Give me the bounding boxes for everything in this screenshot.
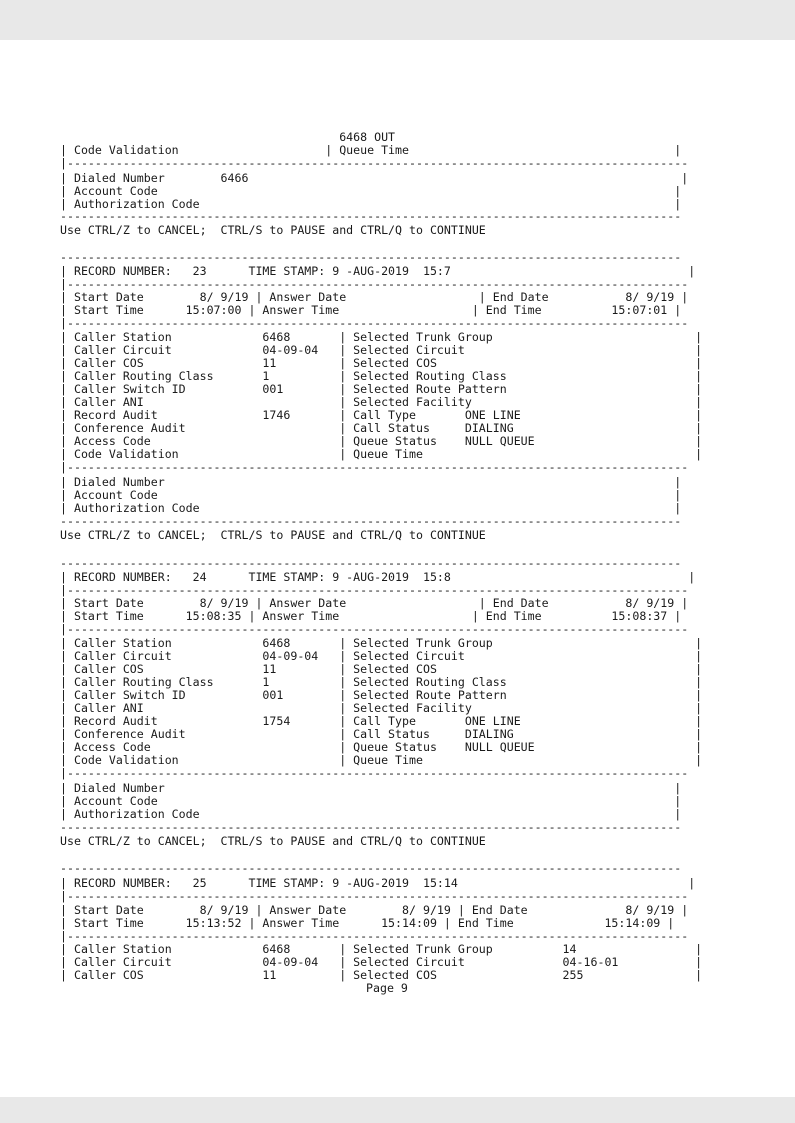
report-line: | Authorization Code | xyxy=(60,501,682,515)
report-line: | Start Date 8/ 9/19 | Answer Date | End Date 8/ 9/19 | xyxy=(60,596,689,610)
report-divider: ----------------------------------------------------------------------------------------- xyxy=(60,514,682,528)
report-line: | Authorization Code | xyxy=(60,197,682,211)
report-divider: |----------------------------------------------------------------------------------------- xyxy=(60,460,689,474)
report-divider: ----------------------------------------------------------------------------------------- xyxy=(60,209,682,223)
record-header: | RECORD NUMBER: 23 TIME STAMP: 9 -AUG-2019 15:7 | xyxy=(60,264,696,278)
scan-bottom-band xyxy=(0,1097,795,1123)
report-line: | Start Time 15:13:52 | Answer Time 15:14:09 | End Time 15:14:09 | xyxy=(60,916,675,930)
report-line: | Access Code | Queue Status NULL QUEUE | xyxy=(60,740,703,754)
console-prompt: Use CTRL/Z to CANCEL; CTRL/S to PAUSE and CTRL/Q to CONTINUE xyxy=(60,528,486,542)
record-header: | RECORD NUMBER: 25 TIME STAMP: 9 -AUG-2019 15:14 | xyxy=(60,876,696,890)
report-line: | Dialed Number | xyxy=(60,475,682,489)
report-line: | Caller COS 11 | Selected COS | xyxy=(60,662,703,676)
report-line: | Dialed Number 6466 | xyxy=(60,171,689,185)
report-line: | Start Date 8/ 9/19 | Answer Date | End Date 8/ 9/19 | xyxy=(60,290,689,304)
report-line: | Start Time 15:07:00 | Answer Time | End Time 15:07:01 | xyxy=(60,303,682,317)
report-divider: |----------------------------------------------------------------------------------------- xyxy=(60,156,689,170)
report-divider: |----------------------------------------------------------------------------------------- xyxy=(60,583,689,597)
record-header: | RECORD NUMBER: 24 TIME STAMP: 9 -AUG-2019 15:8 | xyxy=(60,570,696,584)
report-line: | Authorization Code | xyxy=(60,807,682,821)
report-divider: |----------------------------------------------------------------------------------------- xyxy=(60,889,689,903)
report-line: | Caller Routing Class 1 | Selected Routing Class | xyxy=(60,369,703,383)
report-divider: |----------------------------------------------------------------------------------------- xyxy=(60,622,689,636)
report-line: | Caller ANI | Selected Facility | xyxy=(60,395,703,409)
report-line: | Start Date 8/ 9/19 | Answer Date 8/ 9/19 | End Date 8/ 9/19 | xyxy=(60,903,689,917)
report-line: | Caller Circuit 04-09-04 | Selected Circuit | xyxy=(60,649,703,663)
report-line: | Caller Routing Class 1 | Selected Routing Class | xyxy=(60,675,703,689)
report-divider: |----------------------------------------------------------------------------------------- xyxy=(60,277,689,291)
report-line: | Record Audit 1754 | Call Type ONE LINE | xyxy=(60,714,703,728)
scan-top-band xyxy=(0,0,795,40)
report-line: | Access Code | Queue Status NULL QUEUE | xyxy=(60,434,703,448)
report-line: | Caller ANI | Selected Facility | xyxy=(60,701,703,715)
page-number: Page 9 xyxy=(366,981,408,995)
report-divider: |----------------------------------------------------------------------------------------- xyxy=(60,929,689,943)
report-line: | Caller Station 6468 | Selected Trunk Group 14 | xyxy=(60,942,703,956)
report-line: | Caller Switch ID 001 | Selected Route Pattern | xyxy=(60,688,703,702)
report-line: | Caller Circuit 04-09-04 | Selected Circuit 04-16-01 | xyxy=(60,955,703,969)
report-line: | Conference Audit | Call Status DIALING | xyxy=(60,421,703,435)
report-line: | Caller COS 11 | Selected COS | xyxy=(60,356,703,370)
report-divider: ----------------------------------------------------------------------------------------- xyxy=(60,861,682,875)
console-prompt: Use CTRL/Z to CANCEL; CTRL/S to PAUSE and CTRL/Q to CONTINUE xyxy=(60,223,486,237)
report-line: | Account Code | xyxy=(60,794,682,808)
report-line: | Dialed Number | xyxy=(60,781,682,795)
report-divider: ----------------------------------------------------------------------------------------- xyxy=(60,556,682,570)
report-line: | Start Time 15:08:35 | Answer Time | End Time 15:08:37 | xyxy=(60,609,682,623)
report-line: | Account Code | xyxy=(60,184,682,198)
report-line: | Code Validation | Queue Time | xyxy=(60,753,703,767)
report-line: | Code Validation | Queue Time | xyxy=(60,447,703,461)
console-prompt: Use CTRL/Z to CANCEL; CTRL/S to PAUSE and CTRL/Q to CONTINUE xyxy=(60,834,486,848)
report-divider: ----------------------------------------------------------------------------------------- xyxy=(60,250,682,264)
report-line: | Conference Audit | Call Status DIALING | xyxy=(60,727,703,741)
report-divider: ----------------------------------------------------------------------------------------- xyxy=(60,820,682,834)
report-line: 6468 OUT xyxy=(60,130,396,144)
report-line: | Account Code | xyxy=(60,488,682,502)
report-line: | Caller COS 11 | Selected COS 255 | xyxy=(60,968,703,982)
report-line: | Caller Station 6468 | Selected Trunk Group | xyxy=(60,636,703,650)
report-line: | Caller Station 6468 | Selected Trunk Group | xyxy=(60,330,703,344)
report-divider: |----------------------------------------------------------------------------------------- xyxy=(60,316,689,330)
report-line: | Caller Switch ID 001 | Selected Route Pattern | xyxy=(60,382,703,396)
report-line: | Record Audit 1746 | Call Type ONE LINE | xyxy=(60,408,703,422)
report-line: | Caller Circuit 04-09-04 | Selected Circuit | xyxy=(60,343,703,357)
report-line: | Code Validation | Queue Time | xyxy=(60,143,682,157)
report-divider: |----------------------------------------------------------------------------------------- xyxy=(60,766,689,780)
